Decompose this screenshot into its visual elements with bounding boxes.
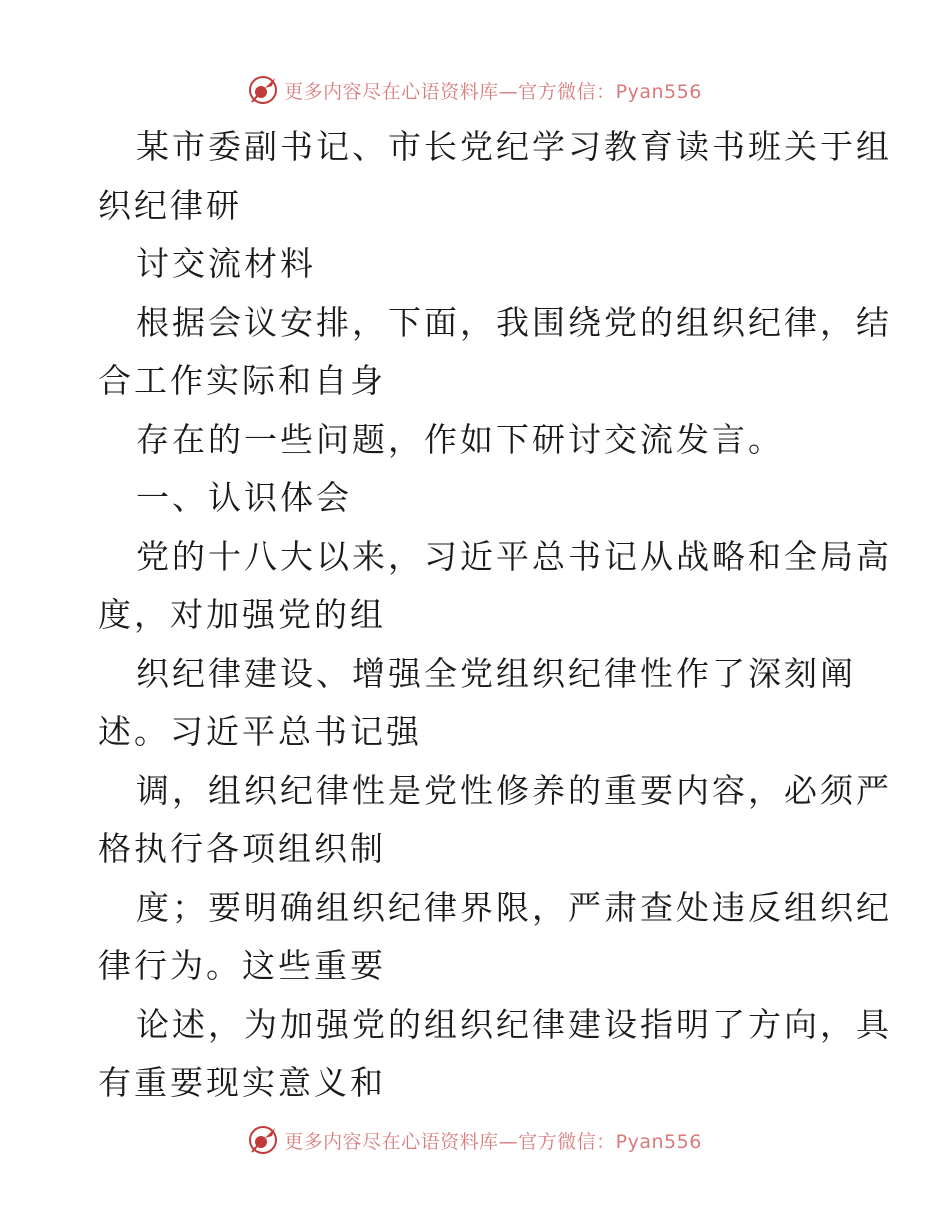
paragraph-line: 有重要现实意义和 [98, 1063, 386, 1102]
paragraph-line: 根据会议安排，下面，我围绕党的组织纪律，结 [136, 302, 892, 342]
footer-watermark [0, 1120, 950, 1160]
paragraph-line: 调，组织纪律性是党性修养的重要内容，必须严 [136, 770, 892, 810]
quill-pen-seal-icon [248, 1125, 278, 1155]
paragraph-line: 织纪律建设、增强全党组织纪律性作了深刻阐 [136, 653, 856, 693]
quill-pen-seal-icon [248, 75, 278, 105]
paragraph-line: 合工作实际和自身 [98, 361, 386, 400]
paragraph-line: 党的十八大以来，习近平总书记从战略和全局高 [136, 536, 892, 576]
paragraph-line: 度；要明确组织纪律界限，严肃查处违反组织纪 [136, 887, 892, 927]
paragraph-line: 存在的一些问题，作如下研讨交流发言。 [136, 419, 784, 459]
paragraph-line: 律行为。这些重要 [98, 946, 386, 985]
document-body [98, 118, 892, 1113]
title-line-2: 织纪律研 [98, 185, 242, 225]
footer-watermark-text: 更多内容尽在心语资料库—官方微信：Pyan556 [284, 1130, 702, 1153]
paragraph-line: 述。习近平总书记强 [98, 712, 422, 751]
title-line-1: 某市委副书记、市长党纪学习教育读书班关于组 [136, 127, 892, 166]
section-heading: 一、认识体会 [136, 478, 352, 517]
header-watermark [0, 70, 950, 110]
paragraph-line: 论述，为加强党的组织纪律建设指明了方向，具 [136, 1004, 892, 1044]
title-line-3: 讨交流材料 [136, 244, 316, 283]
paragraph-line: 格执行各项组织制 [98, 829, 386, 868]
paragraph-line: 度，对加强党的组 [98, 595, 386, 634]
header-watermark-text: 更多内容尽在心语资料库—官方微信：Pyan556 [284, 80, 702, 103]
